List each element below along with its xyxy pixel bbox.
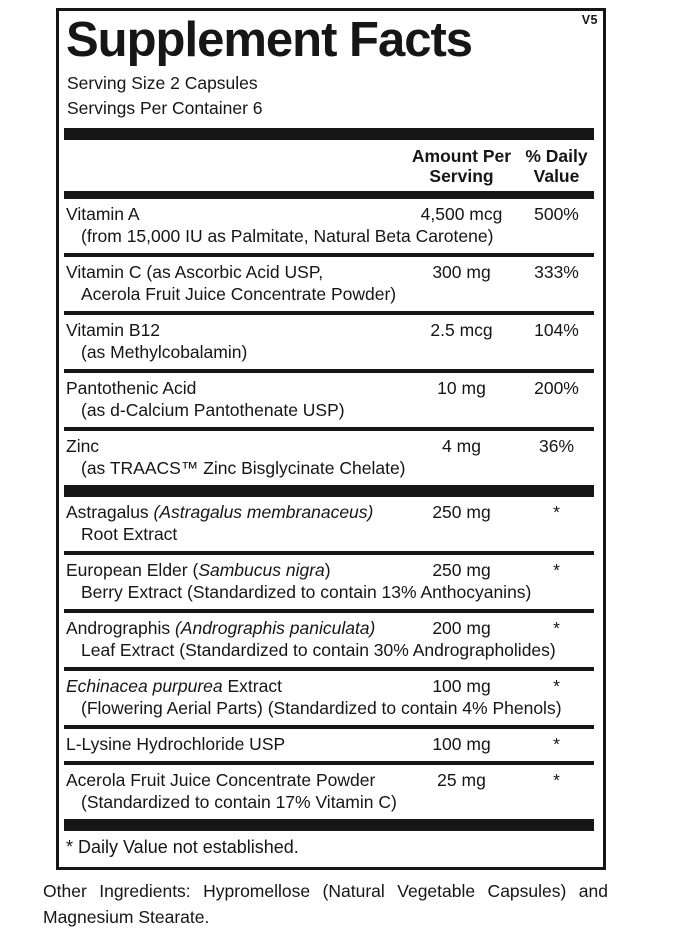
row-main-line	[64, 203, 594, 225]
row-main-line	[64, 559, 594, 581]
subtext-part: Berry Extract (Standardized to contain 13% Anthocyanins)	[81, 582, 532, 602]
name-part: Zinc	[66, 436, 100, 456]
amount-cell: 250 mg	[432, 502, 491, 522]
name-part: (Astragalus membranaceus)	[153, 502, 374, 522]
table-row	[64, 497, 594, 551]
row-main-line	[64, 377, 594, 399]
header-separator-bar	[64, 191, 594, 199]
amount-cell: 100 mg	[432, 676, 491, 696]
amount-header-line1: Amount Per	[411, 146, 512, 166]
subtext-part: (from 15,000 IU as Palmitate, Natural Beta Carotene)	[81, 226, 494, 246]
ingredient-subtext	[64, 639, 594, 661]
name-part: )	[324, 560, 331, 580]
table-row	[64, 311, 594, 369]
amount-cell: 100 mg	[432, 734, 491, 754]
ingredient-subtext	[64, 225, 594, 247]
panel-title: Supplement Facts	[66, 13, 473, 67]
table-row	[64, 725, 594, 761]
supplement-label	[43, 8, 608, 930]
other-ingredients	[43, 878, 608, 930]
ingredient-subtext	[64, 581, 594, 603]
ingredient-subtext	[64, 399, 594, 421]
daily-value-cell: *	[553, 676, 560, 696]
name-part: Sambucus nigra	[198, 560, 325, 580]
name-part: Vitamin A	[66, 204, 140, 224]
subtext-part: (as TRAACS™ Zinc Bisglycinate Chelate)	[81, 458, 406, 478]
ingredient-name	[64, 559, 404, 581]
name-part: Acerola Fruit Juice Concentrate Powder	[66, 770, 376, 790]
ingredient-name	[64, 261, 404, 283]
daily-value-cell: *	[553, 618, 560, 638]
ingredient-name	[64, 733, 404, 755]
table-row	[64, 369, 594, 427]
amount-cell: 2.5 mcg	[430, 320, 493, 340]
name-part: L-Lysine Hydrochloride USP	[66, 734, 286, 754]
amount-cell: 10 mg	[437, 378, 486, 398]
table-row	[64, 427, 594, 485]
row-main-line	[64, 319, 594, 341]
row-main-line	[64, 435, 594, 457]
name-part: Vitamin C (as Ascorbic Acid USP,	[66, 262, 324, 282]
dv-footnote: * Daily Value not established.	[66, 837, 299, 857]
servings-per-container: Servings Per Container 6	[67, 98, 263, 118]
amount-cell: 200 mg	[432, 618, 491, 638]
subtext-part: (Standardized to contain 17% Vitamin C)	[81, 792, 397, 812]
ingredient-subtext	[64, 697, 594, 719]
daily-value-cell: 104%	[534, 320, 579, 340]
subtext-part: (as Methylcobalamin)	[81, 342, 248, 362]
ingredient-name	[64, 769, 404, 791]
subtext-part: Leaf Extract (Standardized to contain 30% Andrographolides)	[81, 640, 556, 660]
version-tag: V5	[581, 13, 598, 27]
daily-value-cell: 200%	[534, 378, 579, 398]
name-part: Astragalus	[66, 502, 154, 522]
subtext-part: (Flowering Aerial Parts) (Standardized to contain 4% Phenols)	[81, 698, 562, 718]
daily-value-cell: *	[553, 502, 560, 522]
ingredient-subtext	[64, 523, 594, 545]
ingredient-name	[64, 377, 404, 399]
subtext-part: Root Extract	[81, 524, 178, 544]
daily-value-cell: *	[553, 770, 560, 790]
amount-cell: 4,500 mcg	[420, 204, 503, 224]
ingredient-name	[64, 617, 404, 639]
table-row	[64, 609, 594, 667]
row-main-line	[64, 769, 594, 791]
table-row	[64, 253, 594, 311]
other-ingredients-line1: Other Ingredients: Hypromellose (Natural Vegetable Capsules) and	[43, 881, 608, 901]
name-part: Pantothenic Acid	[66, 378, 197, 398]
ingredient-subtext	[64, 283, 594, 305]
subtext-part: (as d-Calcium Pantothenate USP)	[81, 400, 345, 420]
daily-value-cell: 36%	[538, 436, 575, 456]
serving-size: Serving Size 2 Capsules	[67, 73, 258, 93]
amount-cell: 4 mg	[442, 436, 481, 456]
row-main-line	[64, 261, 594, 283]
name-part: Echinacea purpurea	[66, 676, 223, 696]
other-ingredients-line2: Magnesium Stearate.	[43, 907, 210, 927]
ingredient-subtext	[64, 457, 594, 479]
daily-value-cell: 500%	[534, 204, 579, 224]
amount-column-header	[404, 146, 519, 186]
subtext-part: Acerola Fruit Juice Concentrate Powder)	[81, 284, 397, 304]
name-part: (Andrographis paniculata)	[174, 618, 376, 638]
supplement-facts-panel	[56, 8, 606, 870]
name-part: Extract	[222, 676, 282, 696]
ingredient-name	[64, 675, 404, 697]
amount-cell: 300 mg	[432, 262, 491, 282]
row-main-line	[64, 617, 594, 639]
name-part: European Elder (	[66, 560, 199, 580]
row-main-line	[64, 733, 594, 755]
row-main-line	[64, 501, 594, 523]
table-row	[64, 551, 594, 609]
ingredient-subtext	[64, 791, 594, 813]
section-divider-bar	[64, 819, 594, 831]
table-row	[64, 761, 594, 819]
amount-cell: 250 mg	[432, 560, 491, 580]
amount-cell: 25 mg	[437, 770, 486, 790]
amount-header-line2: Serving	[429, 166, 494, 186]
table-row	[64, 199, 594, 253]
ingredient-subtext	[64, 341, 594, 363]
daily-value-cell: *	[553, 734, 560, 754]
column-headers	[64, 140, 594, 191]
dv-column-header	[519, 146, 594, 186]
ingredient-name	[64, 501, 404, 523]
name-part: Andrographis	[66, 618, 175, 638]
ingredient-name	[64, 203, 404, 225]
dv-header-line1: % Daily	[525, 146, 588, 166]
daily-value-cell: 333%	[534, 262, 579, 282]
ingredient-name	[64, 435, 404, 457]
facts-rows	[64, 199, 594, 831]
row-main-line	[64, 675, 594, 697]
name-column-spacer	[64, 146, 404, 186]
name-part: Vitamin B12	[66, 320, 161, 340]
table-row	[64, 667, 594, 725]
ingredient-name	[64, 319, 404, 341]
dv-header-line2: Value	[533, 166, 580, 186]
daily-value-cell: *	[553, 560, 560, 580]
top-divider-bar	[64, 128, 594, 140]
section-divider-bar	[64, 485, 594, 497]
